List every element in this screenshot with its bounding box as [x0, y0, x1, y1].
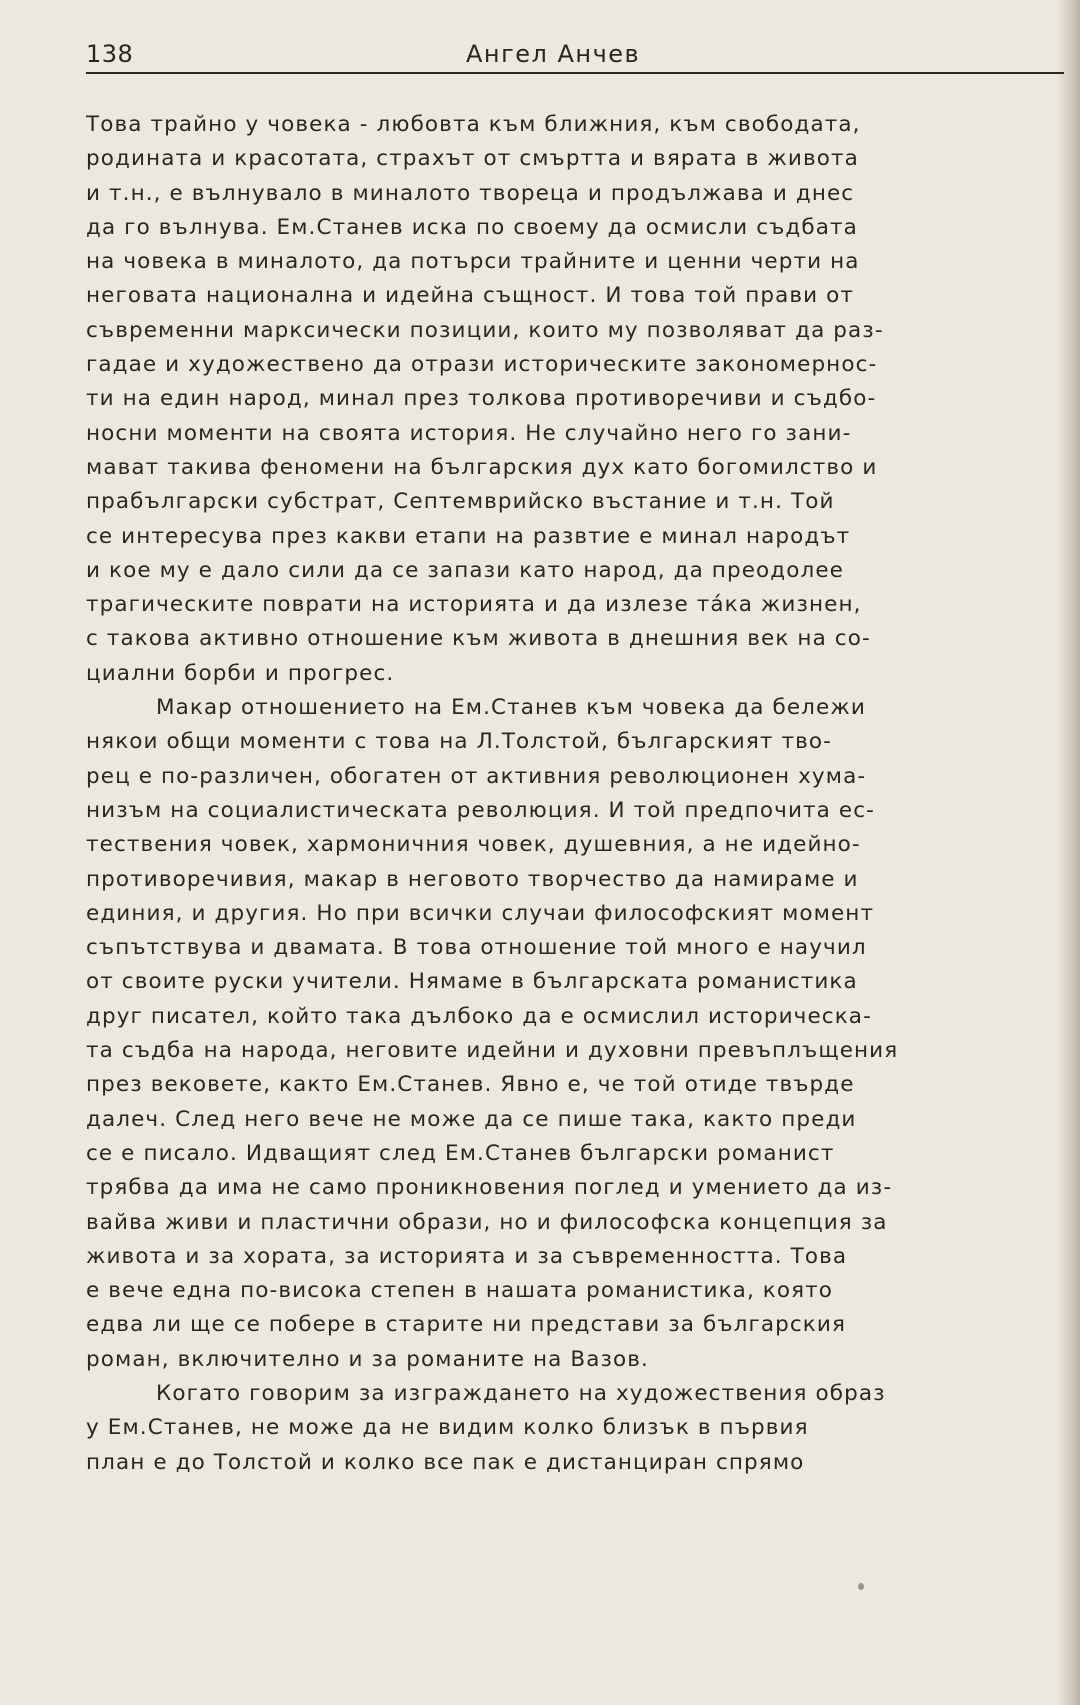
- text-line: някои общи моменти с това на Л.Толстой, българският тво-: [86, 729, 832, 755]
- text-line: друг писател, който така дълбоко да е осмислил историческа-: [86, 1003, 872, 1029]
- text-line: на човека в миналото, да потърси трайните и ценни черти на: [86, 249, 860, 275]
- text-line: и кое му е дало сили да се запази като народ, да преодолее: [86, 557, 845, 583]
- text-line: план е до Толстой и колко все пак е дистанциран спрямо: [86, 1449, 805, 1475]
- text-line: живота и за хората, за историята и за съвременността. Това: [86, 1243, 848, 1269]
- paragraph-first-line: Макар отношението на Ем.Станев към човека да бележи: [156, 695, 866, 721]
- text-line: се интересува през какви етапи на развтие е минал народът: [86, 523, 851, 549]
- text-line: да го вълнува. Ем.Станев иска по своему да осмисли съдбата: [86, 214, 858, 240]
- text-line: тествения човек, хармоничния човек, душевния, а не идейно-: [86, 832, 861, 858]
- text-line: и т.н., е вълнувало в миналото твореца и продължава и днес: [86, 180, 855, 206]
- text-line: рец е по-различен, обогатен от активния революционен хума-: [86, 763, 867, 789]
- text-line: съвременни марксически позиции, които му позволяват да раз-: [86, 317, 884, 343]
- text-line: единия, и другия. Но при всички случаи философският момент: [86, 900, 875, 926]
- paragraph-first-line: Когато говорим за изграждането на художествения образ: [156, 1380, 886, 1406]
- text-line: родината и красотата, страхът от смъртта и вярата в живота: [86, 146, 859, 172]
- text-line: през вековете, както Ем.Станев. Явно е, че той отиде твърде: [86, 1072, 855, 1098]
- text-line: съпътствува и двамата. В това отношение той много е научил: [86, 935, 867, 961]
- page-header: [86, 40, 1064, 74]
- page-edge-shadow: [1058, 0, 1080, 1705]
- text-line: у Ем.Станев, не може да не видим колко близък в първия: [86, 1415, 809, 1441]
- text-line: се е писало. Идващият след Ем.Станев български романист: [86, 1140, 835, 1166]
- text-line: низъм на социалистическата революция. И той предпочита ес-: [86, 797, 875, 823]
- text-line: носни моменти на своята история. Не случайно него го зани-: [86, 420, 852, 446]
- text-line: мават такива феномени на българския дух като богомилство и: [86, 454, 878, 480]
- text-line: ти на един народ, минал през толкова противоречиви и съдбо-: [86, 386, 877, 412]
- text-line: Това трайно у човека - любовта към ближния, към свободата,: [86, 112, 861, 137]
- header-rule: [86, 72, 1064, 74]
- text-line: от своите руски учители. Нямаме в българската романистика: [86, 969, 858, 995]
- paper-speck: [858, 1583, 864, 1590]
- body-text: [86, 108, 1034, 1480]
- text-line: прабългарски субстрат, Септемврийско въстание и т.н. Той: [86, 489, 835, 515]
- text-line: трагическите поврати на историята и да излезе тáка жизнен,: [86, 592, 862, 618]
- text-line: циални борби и прогрес.: [86, 660, 395, 686]
- text-line: едва ли ще се побере в старите ни представи за българския: [86, 1312, 846, 1338]
- running-head-author: Ангел Анчев: [466, 40, 641, 68]
- page-number: 138: [86, 40, 134, 68]
- text-line: далеч. След него вече не може да се пише така, както преди: [86, 1106, 857, 1132]
- text-line: та съдба на народа, неговите идейни и духовни превъплъщения: [86, 1038, 899, 1064]
- text-line: вайва живи и пластични образи, но и философска концепция за: [86, 1209, 888, 1235]
- text-line: роман, включително и за романите на Вазов.: [86, 1346, 649, 1372]
- text-line: с такова активно отношение към живота в днешния век на со-: [86, 626, 871, 652]
- text-line: противоречивия, макар в неговото творчество да намираме и: [86, 866, 859, 892]
- text-line: гадае и художествено да отрази историческите закономернос-: [86, 352, 878, 378]
- text-line: е вече една по-висока степен в нашата романистика, която: [86, 1278, 834, 1304]
- text-line: неговата национална и идейна същност. И това той прави от: [86, 283, 855, 309]
- text-line: трябва да има не само проникновения поглед и умението да из-: [86, 1175, 893, 1201]
